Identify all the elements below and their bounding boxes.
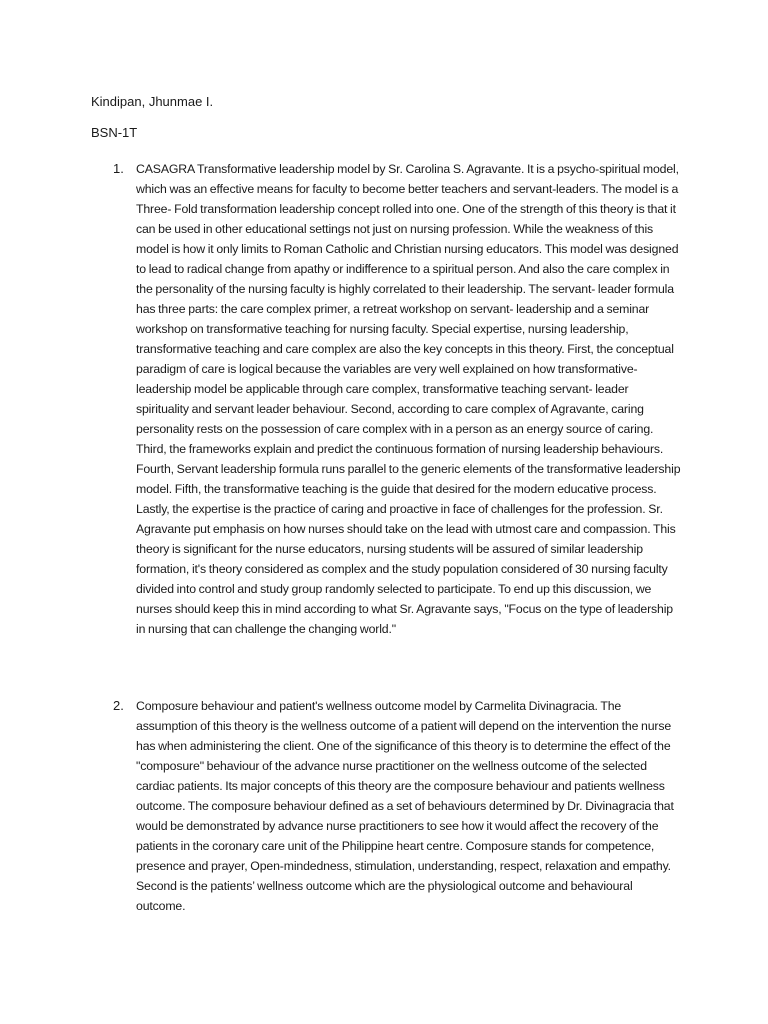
list-item [91, 696, 681, 916]
list-item [91, 159, 681, 639]
list-item-text: CASAGRA Transformative leadership model by Sr. Carolina S. Agravante. It is a psycho-spiritual model, which was an effective means for faculty to become better teachers and servant-leaders. The model is a Three- Fold transformation leadership concept rolled into one. One of the strength of this theory is that it can be used in other educational settings not just on nursing profession. While the weakness of this model is how it only limits to Roman Catholic and Christian nursing educators. This model was designed to lead to radical change from apathy or indifference to a spiritual person. And also the care complex in the personality of the nursing faculty is highly correlated to their leadership. The servant- leader formula has three parts: the care complex primer, a retreat workshop on servant- leadership and a seminar workshop on transformative teaching for nursing faculty. Special expertise, nursing leadership, transformative teaching and care complex are also the key concepts in this theory. First, the conceptual paradigm of care is logical because the variables are very well explained on how transformative-leadership model be applicable through care complex, transformative teaching servant- leader spirituality and servant leader behaviour. Second, according to care complex of Agravante, caring personality rests on the possession of care complex with in a person as an energy source of caring. Third, the frameworks explain and predict the continuous formation of nursing leadership behaviours. Fourth, Servant leadership formula runs parallel to the generic elements of the transformative leadership model. Fifth, the transformative teaching is the guide that desired for the modern educative process. Lastly, the expertise is the practice of caring and proactive in face of challenges for the profession. Sr. Agravante put emphasis on how nurses should take on the lead with utmost care and compassion. This theory is significant for the nurse educators, nursing students will be assured of similar leadership formation, it's theory considered as complex and the study population considered of 30 nursing faculty divided into control and study group randomly selected to participate. To end up this discussion, we nurses should keep this in mind according to what Sr. Agravante says, "Focus on the type of leadership in nursing that can challenge the changing world." [136, 162, 681, 636]
author-name: Kindipan, Jhunmae I. [91, 94, 214, 109]
section-label: BSN-1T [91, 125, 138, 140]
list-item-number: 1. [113, 161, 124, 176]
list-item-text: Composure behaviour and patient's wellness outcome model by Carmelita Divinagracia. The assumption of this theory is the wellness outcome of a patient will depend on the intervention the nurse has when administering the client. One of the significance of this theory is to determine the effect of the "composure" behaviour of the advance nurse practitioner on the wellness outcome of the selected cardiac patients. Its major concepts of this theory are the composure behaviour and patients wellness outcome. The composure behaviour defined as a set of behaviours determined by Dr. Divinagracia that would be demonstrated by advance nurse practitioners to see how it would affect the recovery of the patients in the coronary care unit of the Philippine heart centre. Composure stands for competence, presence and prayer, Open-mindedness, stimulation, understanding, respect, relaxation and empathy. Second is the patients’ wellness outcome which are the physiological outcome and behavioural outcome. [136, 699, 674, 913]
list-item-number: 2. [113, 698, 124, 713]
